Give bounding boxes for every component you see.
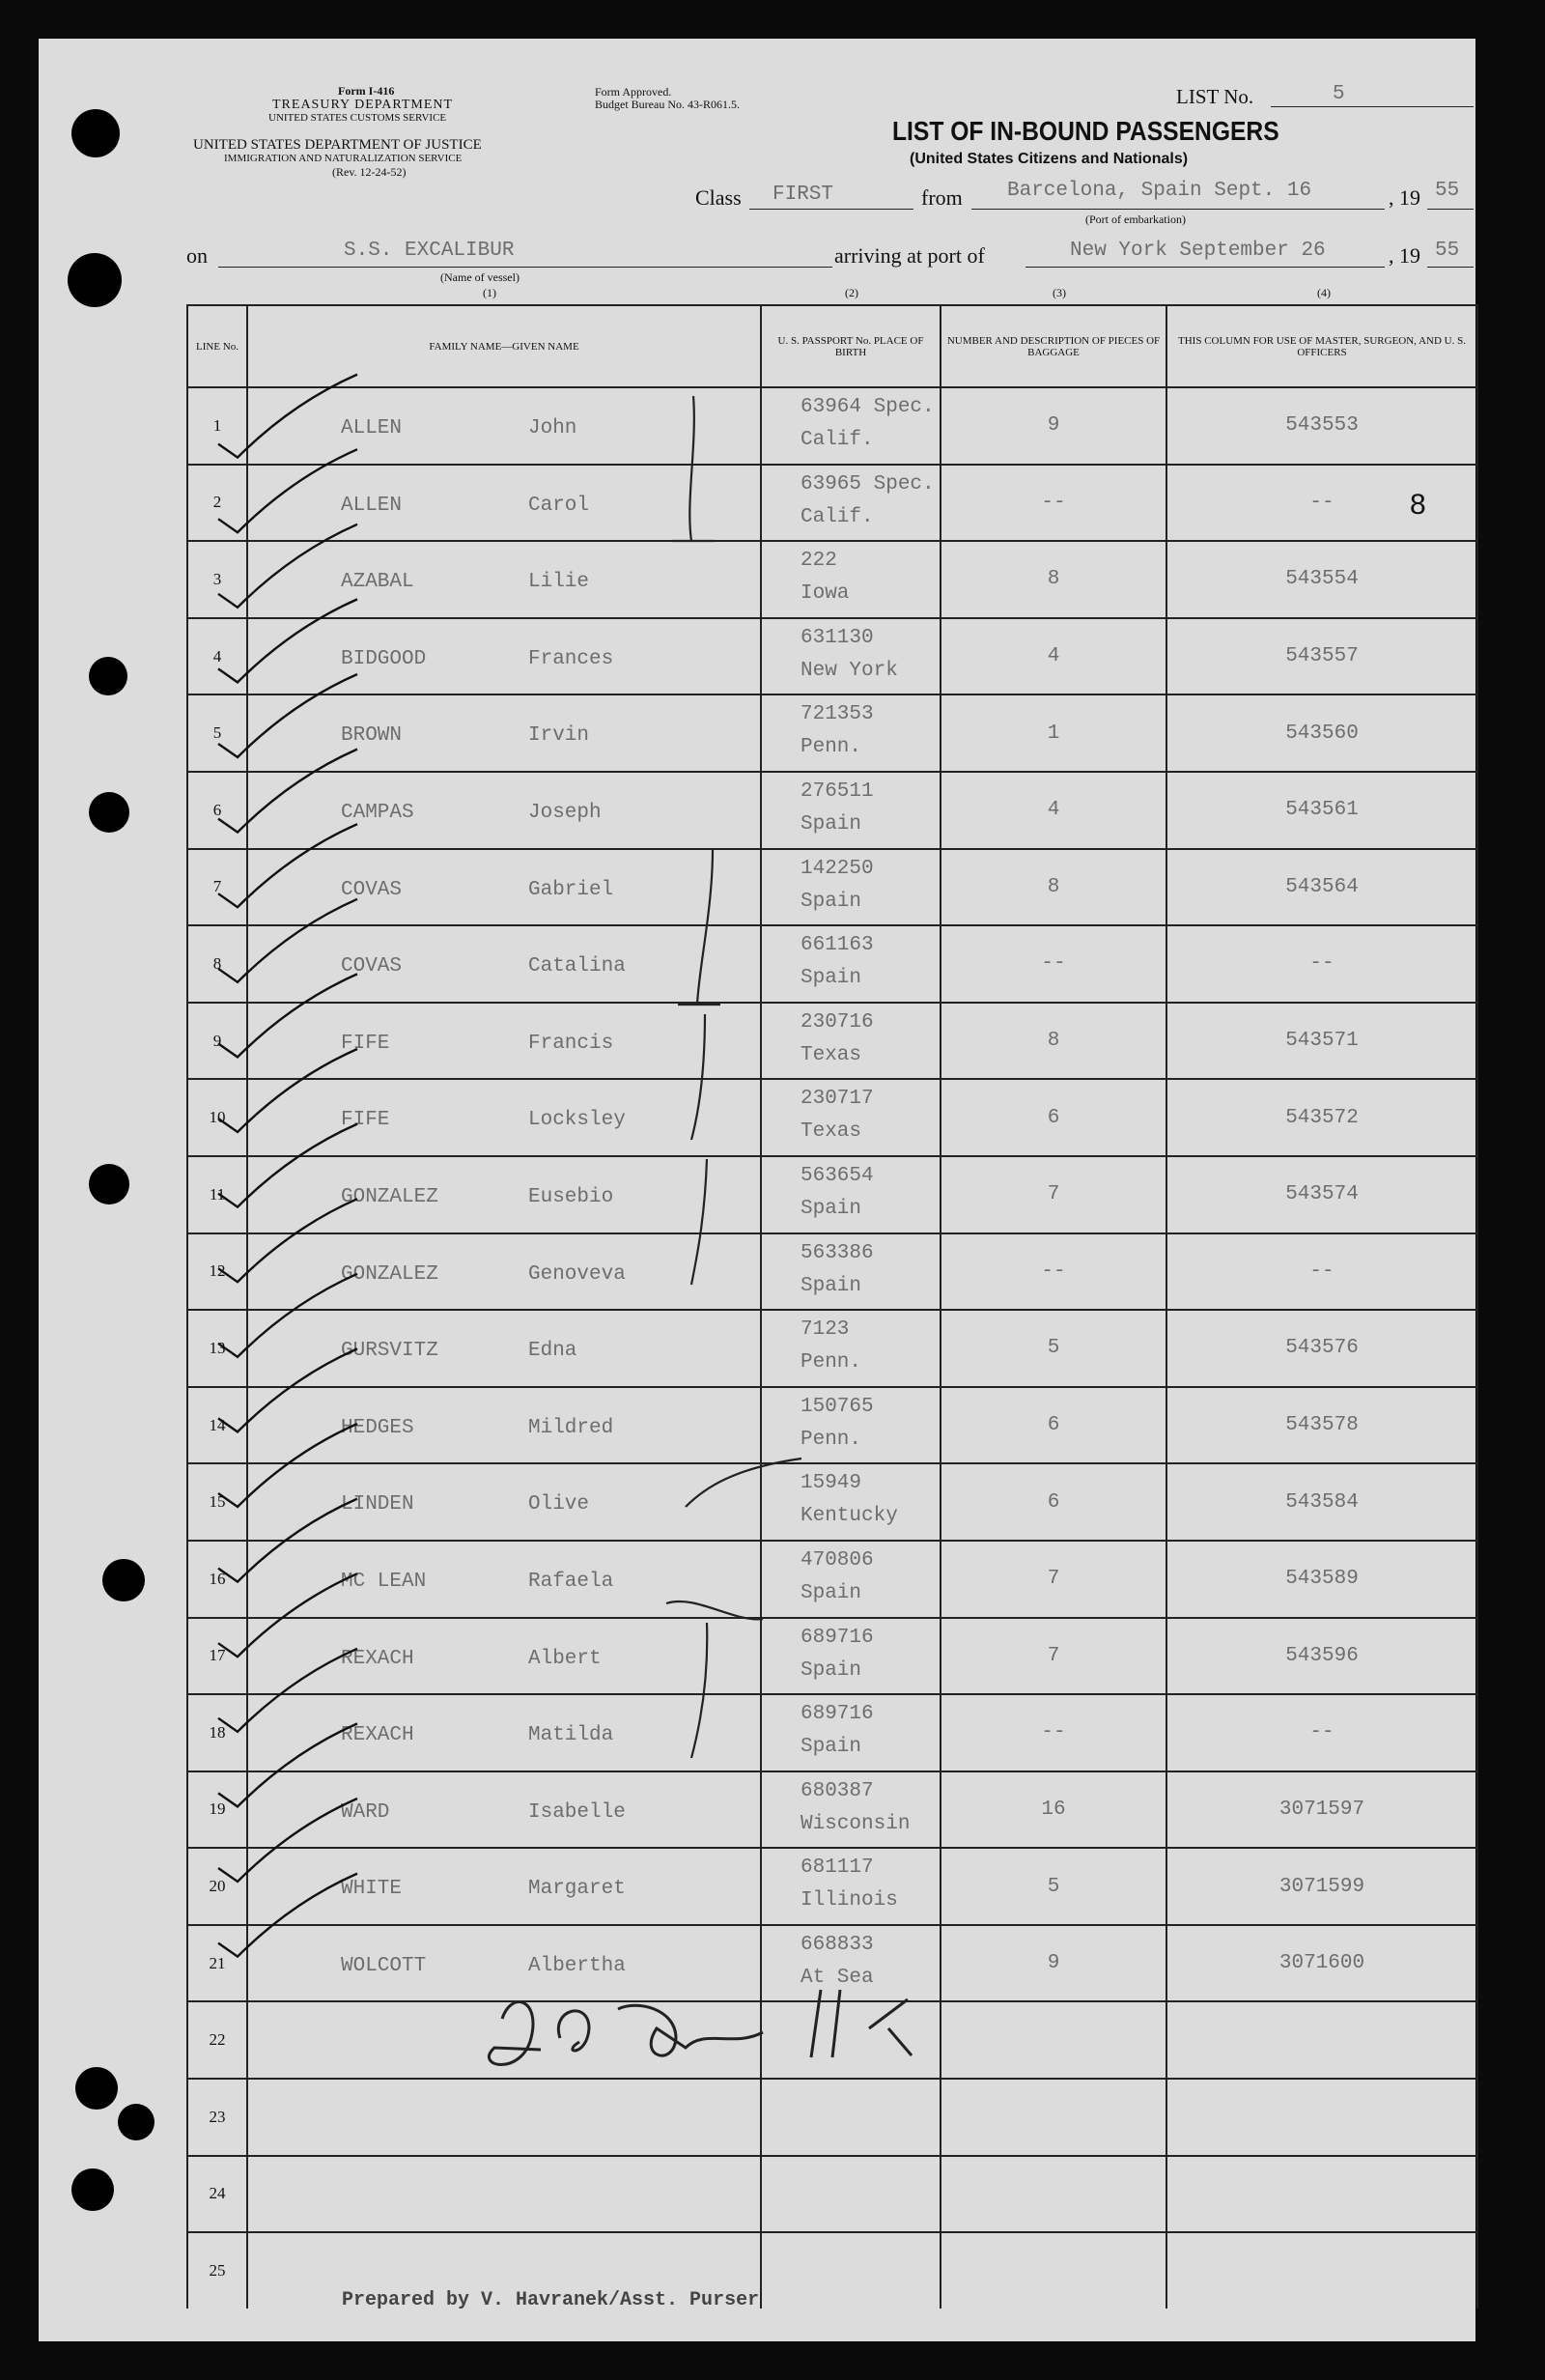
baggage-count: --: [1041, 1260, 1066, 1283]
line-number-text: 19: [209, 1799, 226, 1819]
passport-number: 470806: [801, 1548, 874, 1572]
family-name: MC LEAN: [341, 1570, 427, 1593]
given-name: Catalina: [528, 955, 626, 978]
check-mark: [218, 974, 357, 1057]
line-number-text: 7: [212, 877, 222, 896]
place-of-birth: At Sea: [801, 1966, 874, 1989]
list-number: 5: [1333, 83, 1345, 105]
check-mark: [218, 449, 357, 532]
line-number-text: 15: [209, 1492, 226, 1512]
line-number-text: 24: [209, 2184, 226, 2203]
passport-number: 222: [801, 550, 837, 573]
place-of-birth: Penn.: [801, 736, 862, 759]
passport-number: 631130: [801, 626, 874, 649]
place-of-birth: Iowa: [801, 582, 850, 606]
line-number-text: 21: [209, 1953, 226, 1972]
officer-number: 3071599: [1278, 1875, 1365, 1898]
check-mark: [218, 824, 357, 907]
given-name: Lilie: [528, 571, 590, 594]
passport-number: 230716: [801, 1010, 874, 1034]
place-of-birth: Kentucky: [801, 1505, 898, 1528]
place-of-birth: Spain: [801, 1658, 862, 1682]
line-number-text: 5: [212, 723, 222, 743]
dept-of-justice: UNITED STATES DEPARTMENT OF JUSTICE: [193, 137, 482, 153]
place-of-birth: Spain: [801, 812, 862, 836]
baggage-count: 8: [1047, 875, 1060, 898]
year-arrival: 55: [1435, 240, 1460, 262]
baggage-count: 9: [1047, 414, 1060, 438]
family-name: FIFE: [341, 1032, 390, 1055]
family-name: ALLEN: [341, 494, 403, 517]
passport-number: 689716: [801, 1626, 874, 1649]
year-embarkation: 55: [1435, 180, 1460, 202]
place-of-birth: Texas: [801, 1120, 862, 1144]
vessel-caption: (Name of vessel): [440, 270, 520, 284]
given-name: Olive: [528, 1493, 590, 1516]
passport-number: 276511: [801, 779, 874, 803]
passport-number: 63964 Spec.: [801, 396, 935, 418]
given-name: John: [528, 417, 577, 439]
line-number-text: 25: [209, 2261, 226, 2281]
baggage-count: 8: [1047, 1030, 1060, 1053]
margin-numeral: 8: [1410, 489, 1426, 521]
baggage-count: 5: [1047, 1337, 1060, 1360]
line-number-text: 8: [212, 953, 222, 973]
col-header-line-no: LINE No.: [187, 305, 247, 387]
baggage-count: 7: [1047, 1183, 1060, 1206]
given-name: Joseph: [528, 801, 602, 824]
officer-number: 543572: [1285, 1106, 1359, 1129]
given-name: Rafaela: [528, 1570, 614, 1593]
family-name: WARD: [341, 1800, 390, 1824]
passport-number: 668833: [801, 1933, 874, 1956]
family-name: BROWN: [341, 724, 403, 748]
place-of-birth: Calif.: [801, 505, 874, 528]
given-name: Frances: [528, 647, 614, 670]
officer-number: 543554: [1285, 568, 1359, 591]
officer-number: 543576: [1285, 1337, 1359, 1360]
check-mark: [218, 899, 357, 982]
col-header-passport: U. S. PASSPORT No. PLACE OF BIRTH: [761, 305, 941, 387]
officer-number: 3071597: [1278, 1798, 1365, 1821]
family-name: GONZALEZ: [341, 1262, 438, 1286]
family-name: GURSVITZ: [341, 1340, 438, 1363]
passport-number: 7123: [801, 1318, 850, 1342]
passport-number: 689716: [801, 1703, 874, 1726]
given-name: Albert: [528, 1647, 602, 1670]
officer-number: 543561: [1285, 799, 1359, 822]
check-mark: [218, 599, 357, 682]
officer-number: --: [1309, 1721, 1334, 1744]
family-name: GONZALEZ: [341, 1185, 438, 1208]
check-mark: [218, 750, 357, 833]
customs-service: UNITED STATES CUSTOMS SERVICE: [268, 112, 447, 124]
passport-number: 142250: [801, 857, 874, 880]
vessel-name: S.S. EXCALIBUR: [344, 240, 515, 262]
family-name: COVAS: [341, 878, 403, 901]
officer-number: 543578: [1285, 1414, 1359, 1437]
family-name: BIDGOOD: [341, 647, 427, 670]
family-bracket-mark: [691, 1014, 705, 1140]
port-embarkation-caption: (Port of embarkation): [1085, 212, 1186, 226]
check-mark: [218, 375, 357, 458]
baggage-count: 6: [1047, 1414, 1060, 1437]
page-subtitle: (United States Citizens and Nationals): [910, 151, 1189, 167]
place-of-birth: Spain: [801, 1274, 862, 1297]
colnum-1: (1): [483, 286, 496, 299]
class-value: FIRST: [772, 184, 834, 206]
officer-number: --: [1309, 491, 1334, 514]
arrival-port-date: New York September 26: [1070, 240, 1326, 262]
baggage-count: 6: [1047, 1106, 1060, 1129]
passport-number: 150765: [801, 1395, 874, 1418]
given-name: Matilda: [528, 1724, 614, 1747]
family-bracket-mark: [678, 850, 720, 1005]
baggage-count: 6: [1047, 1490, 1060, 1514]
given-name: Edna: [528, 1340, 577, 1363]
line-number-text: 23: [209, 2107, 226, 2126]
given-name: Albertha: [528, 1954, 626, 1977]
place-of-birth: Spain: [801, 1581, 862, 1604]
prepared-by: Prepared by V. Havranek/Asst. Purser: [342, 2289, 760, 2311]
colnum-3: (3): [1053, 286, 1066, 299]
place-of-birth: Penn.: [801, 1351, 862, 1374]
passport-number: 680387: [801, 1779, 874, 1802]
line-number-text: 14: [209, 1415, 226, 1434]
baggage-count: 1: [1047, 722, 1060, 745]
form-approved: Form Approved.: [595, 85, 672, 99]
family-name: WHITE: [341, 1878, 403, 1901]
family-name: LINDEN: [341, 1493, 414, 1516]
check-mark: [218, 1573, 357, 1657]
place-of-birth: Texas: [801, 1043, 862, 1066]
arriving-label: arriving at port of: [834, 243, 985, 268]
passport-number: 230717: [801, 1088, 874, 1111]
colnum-4: (4): [1317, 286, 1331, 299]
family-name: HEDGES: [341, 1416, 414, 1439]
family-name: WOLCOTT: [341, 1954, 427, 1977]
col-header-baggage: NUMBER AND DESCRIPTION OF PIECES OF BAGGAGE: [941, 305, 1166, 387]
check-mark: [218, 1348, 357, 1431]
port-of-embarkation: Barcelona, Spain Sept. 16: [1007, 180, 1312, 202]
line-number-text: 6: [212, 800, 222, 819]
place-of-birth: Illinois: [801, 1889, 898, 1912]
baggage-count: 4: [1047, 799, 1060, 822]
place-of-birth: Spain: [801, 1736, 862, 1759]
officer-number: 543571: [1285, 1030, 1359, 1053]
family-bracket-mark: [672, 396, 715, 541]
baggage-count: 5: [1047, 1875, 1060, 1898]
family-name: REXACH: [341, 1647, 414, 1670]
check-mark: [218, 1199, 357, 1282]
officer-number: 543557: [1285, 645, 1359, 668]
line-number-text: 9: [212, 1031, 222, 1050]
given-name: Gabriel: [528, 878, 614, 901]
year-prefix-2: , 19: [1389, 243, 1420, 268]
form-revision: (Rev. 12-24-52): [332, 165, 407, 179]
officer-number: 543589: [1285, 1568, 1359, 1591]
given-name: Irvin: [528, 724, 590, 748]
check-mark: [218, 1723, 357, 1806]
baggage-count: 4: [1047, 645, 1060, 668]
immigration-service: IMMIGRATION AND NATURALIZATION SERVICE: [224, 153, 463, 164]
family-bracket-mark: [666, 1601, 763, 1619]
check-mark: [218, 1499, 357, 1582]
given-name: Margaret: [528, 1878, 626, 1901]
baggage-count: 9: [1047, 1952, 1060, 1975]
check-mark: [218, 1274, 357, 1357]
officer-number: 543564: [1285, 875, 1359, 898]
given-name: Francis: [528, 1032, 614, 1055]
family-name: REXACH: [341, 1724, 414, 1747]
officer-number: 543553: [1285, 414, 1359, 438]
given-name: Locksley: [528, 1109, 626, 1132]
line-number-text: 4: [212, 646, 222, 666]
form-number: Form I-416: [338, 84, 395, 98]
line-number-text: 1: [212, 415, 222, 435]
page-title: LIST OF IN-BOUND PASSENGERS: [892, 116, 1279, 146]
budget-bureau: Budget Bureau No. 43-R061.5.: [595, 98, 740, 111]
passport-number: 563654: [801, 1164, 874, 1187]
place-of-birth: Spain: [801, 967, 862, 990]
family-bracket-mark: [691, 1159, 707, 1285]
given-name: Isabelle: [528, 1800, 626, 1824]
place-of-birth: Spain: [801, 1197, 862, 1220]
family-bracket-mark: [686, 1459, 801, 1507]
line-number-text: 10: [209, 1108, 226, 1127]
treasury-department: TREASURY DEPARTMENT: [272, 98, 454, 112]
baggage-count: --: [1041, 952, 1066, 976]
place-of-birth: Calif.: [801, 429, 874, 451]
class-label: Class: [695, 185, 742, 210]
family-name: CAMPAS: [341, 801, 414, 824]
check-mark: [218, 524, 357, 608]
passport-number: 563386: [801, 1241, 874, 1264]
passport-number: 681117: [801, 1856, 874, 1880]
baggage-count: 8: [1047, 568, 1060, 591]
check-mark: [218, 1874, 357, 1957]
passport-number: 63965 Spec.: [801, 472, 935, 496]
from-label: from: [921, 185, 963, 210]
baggage-count: 7: [1047, 1568, 1060, 1591]
place-of-birth: New York: [801, 659, 898, 682]
officer-number: 543584: [1285, 1490, 1359, 1514]
on-label: on: [186, 243, 208, 268]
list-no-label: LIST No.: [1176, 85, 1254, 108]
passport-number: 15949: [801, 1472, 862, 1495]
check-mark: [218, 674, 357, 757]
place-of-birth: Spain: [801, 890, 862, 913]
baggage-count: 7: [1047, 1644, 1060, 1667]
line-number-text: 13: [209, 1338, 226, 1357]
baggage-count: --: [1041, 1721, 1066, 1744]
line-number-text: 3: [212, 569, 222, 588]
place-of-birth: Wisconsin: [801, 1812, 911, 1835]
baggage-count: 16: [1041, 1798, 1066, 1821]
check-mark: [218, 1124, 357, 1207]
year-prefix-1: , 19: [1389, 185, 1420, 210]
family-name: COVAS: [341, 955, 403, 978]
line-number-text: 2: [212, 493, 222, 512]
line-number-text: 20: [209, 1877, 226, 1896]
check-mark: [218, 1049, 357, 1132]
passport-number: 661163: [801, 934, 874, 957]
given-name: Genoveva: [528, 1262, 626, 1286]
line-number-text: 18: [209, 1722, 226, 1742]
line-number-text: 12: [209, 1261, 226, 1281]
baggage-count: --: [1041, 491, 1066, 514]
check-mark: [218, 1799, 357, 1882]
check-mark: [218, 1424, 357, 1507]
family-name: FIFE: [341, 1109, 390, 1132]
officer-number: --: [1309, 1260, 1334, 1283]
check-mark: [218, 1649, 357, 1732]
family-bracket-mark: [691, 1623, 707, 1758]
line-number-text: 22: [209, 2030, 226, 2050]
officer-number: 543574: [1285, 1183, 1359, 1206]
family-name: AZABAL: [341, 571, 414, 594]
officer-number: 543596: [1285, 1644, 1359, 1667]
place-of-birth: Penn.: [801, 1428, 862, 1451]
colnum-2: (2): [845, 286, 858, 299]
officer-number: 543560: [1285, 722, 1359, 745]
line-number-text: 17: [209, 1646, 226, 1665]
officer-number: --: [1309, 952, 1334, 976]
passport-number: 721353: [801, 703, 874, 726]
officer-number: 3071600: [1278, 1952, 1365, 1975]
given-name: Mildred: [528, 1416, 614, 1439]
given-name: Eusebio: [528, 1185, 614, 1208]
col-header-name: FAMILY NAME—GIVEN NAME: [247, 305, 761, 387]
line-number-text: 16: [209, 1569, 226, 1588]
handwritten-signature: [489, 1990, 912, 2065]
family-name: ALLEN: [341, 417, 403, 439]
col-header-officers: THIS COLUMN FOR USE OF MASTER, SURGEON, AND U. S. OFFICERS: [1166, 305, 1477, 387]
line-number-text: 11: [209, 1184, 226, 1204]
given-name: Carol: [528, 494, 590, 517]
